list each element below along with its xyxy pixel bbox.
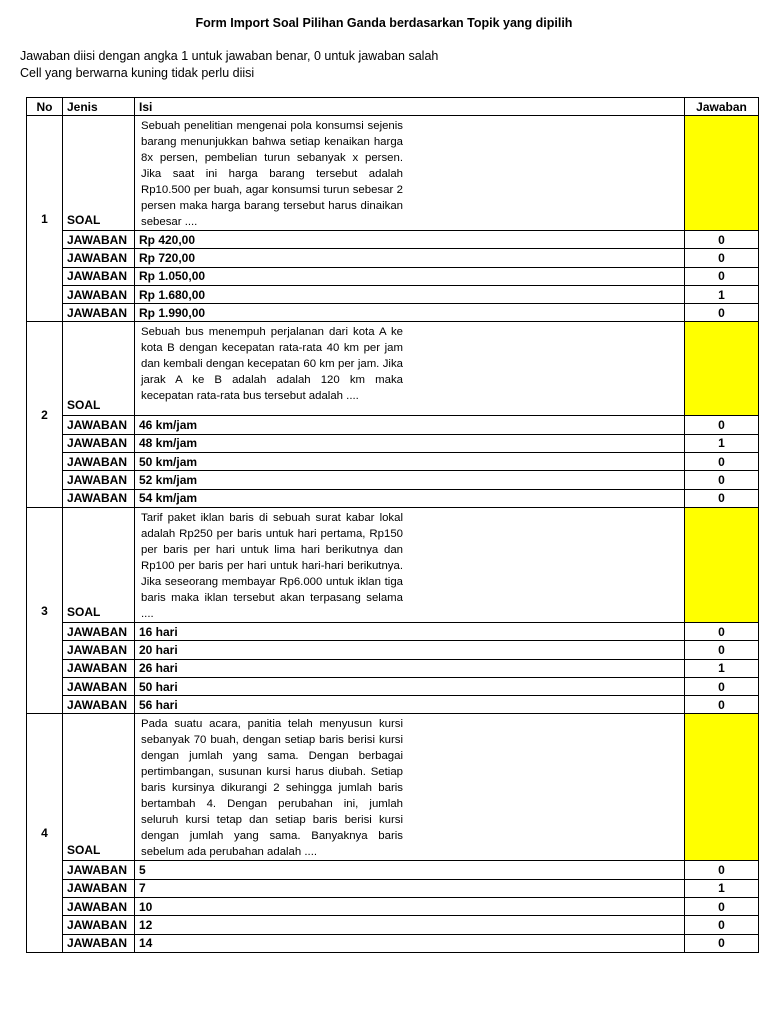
question-table	[26, 97, 759, 953]
answer-value[interactable]: 0	[685, 641, 759, 659]
jenis-jawaban-label: JAWABAN	[63, 489, 135, 507]
answer-option-text[interactable]: 52 km/jam	[135, 471, 685, 489]
jenis-jawaban-label: JAWABAN	[63, 898, 135, 916]
jenis-jawaban-label: JAWABAN	[63, 622, 135, 640]
question-text: Sebuah bus menempuh perjalanan dari kota A ke kota B dengan kecepatan rata-rata 40 km per jam dan kembali dengan kecepatan 60 km per jam. Jika jarak A ke B adalah adalah 120 km maka kecepatan rata-rata bus tersebut adalah ....	[141, 326, 403, 403]
answer-row	[27, 249, 759, 267]
answer-option-text[interactable]: 46 km/jam	[135, 416, 685, 434]
jenis-jawaban-label: JAWABAN	[63, 879, 135, 897]
jenis-jawaban-label: JAWABAN	[63, 659, 135, 677]
answer-option-text[interactable]: 26 hari	[135, 659, 685, 677]
answer-row	[27, 304, 759, 322]
answer-row	[27, 641, 759, 659]
answer-row	[27, 879, 759, 897]
table-header-row	[27, 98, 759, 116]
answer-row	[27, 489, 759, 507]
answer-row	[27, 916, 759, 934]
answer-option-text[interactable]: Rp 1.680,00	[135, 285, 685, 303]
answer-row	[27, 231, 759, 249]
answer-value[interactable]: 0	[685, 471, 759, 489]
jenis-jawaban-label: JAWABAN	[63, 641, 135, 659]
answer-value[interactable]: 1	[685, 434, 759, 452]
answer-row	[27, 861, 759, 879]
jenis-jawaban-label: JAWABAN	[63, 231, 135, 249]
answer-option-text[interactable]: 50 hari	[135, 677, 685, 695]
answer-value[interactable]: 0	[685, 416, 759, 434]
jenis-soal-label: SOAL	[63, 116, 135, 231]
answer-option-text[interactable]: 7	[135, 879, 685, 897]
answer-value[interactable]: 0	[685, 916, 759, 934]
answer-value[interactable]: 1	[685, 659, 759, 677]
jenis-jawaban-label: JAWABAN	[63, 934, 135, 952]
answer-value[interactable]: 0	[685, 453, 759, 471]
jenis-soal-label: SOAL	[63, 322, 135, 416]
jenis-jawaban-label: JAWABAN	[63, 453, 135, 471]
answer-value[interactable]: 0	[685, 677, 759, 695]
answer-option-text[interactable]: 5	[135, 861, 685, 879]
answer-value[interactable]: 0	[685, 898, 759, 916]
answer-row	[27, 471, 759, 489]
question-text-cell[interactable]	[135, 322, 685, 416]
question-row	[27, 116, 759, 231]
instruction-line-2: Cell yang berwarna kuning tidak perlu diisi	[20, 66, 255, 80]
question-row	[27, 322, 759, 416]
header-no: No	[27, 98, 63, 116]
jenis-jawaban-label: JAWABAN	[63, 304, 135, 322]
answer-value[interactable]: 1	[685, 285, 759, 303]
answer-value[interactable]: 0	[685, 861, 759, 879]
question-row	[27, 507, 759, 622]
answer-value[interactable]: 0	[685, 934, 759, 952]
question-text-cell[interactable]	[135, 507, 685, 622]
question-text-cell[interactable]	[135, 116, 685, 231]
jenis-jawaban-label: JAWABAN	[63, 434, 135, 452]
answer-row	[27, 285, 759, 303]
answer-value[interactable]: 0	[685, 267, 759, 285]
answer-option-text[interactable]: Rp 720,00	[135, 249, 685, 267]
answer-value[interactable]: 0	[685, 231, 759, 249]
jenis-jawaban-label: JAWABAN	[63, 696, 135, 714]
answer-row	[27, 677, 759, 695]
answer-row	[27, 622, 759, 640]
answer-row	[27, 898, 759, 916]
question-text: Pada suatu acara, panitia telah menyusun kursi sebanyak 70 buah, dengan setiap baris berisi kursi dengan jumlah yang sama. Dengan berbagai pertimbangan, susunan kursi harus diubah. Setiap baris kursinya dikurangi 2 sehingga jumlah baris bertambah 4. Dengan perubahan ini, jumlah seluruh kursi tetap dan setiap baris berisi kursi dengan jumlah yang sama. Banyaknya baris sebelum ada perubahan adalah ....	[141, 718, 403, 859]
answer-value[interactable]: 0	[685, 696, 759, 714]
answer-option-text[interactable]: 14	[135, 934, 685, 952]
jenis-jawaban-label: JAWABAN	[63, 677, 135, 695]
jenis-jawaban-label: JAWABAN	[63, 416, 135, 434]
question-text-cell[interactable]	[135, 714, 685, 861]
question-number: 2	[27, 322, 63, 507]
instruction-line-1: Jawaban diisi dengan angka 1 untuk jawaban benar, 0 untuk jawaban salah	[20, 49, 439, 63]
jenis-jawaban-label: JAWABAN	[63, 471, 135, 489]
question-number: 4	[27, 714, 63, 952]
answer-row	[27, 267, 759, 285]
answer-value[interactable]: 0	[685, 249, 759, 267]
question-number: 3	[27, 507, 63, 713]
answer-value[interactable]: 0	[685, 304, 759, 322]
answer-value[interactable]: 0	[685, 489, 759, 507]
answer-option-text[interactable]: 56 hari	[135, 696, 685, 714]
jenis-soal-label: SOAL	[63, 507, 135, 622]
answer-row	[27, 659, 759, 677]
header-jawaban: Jawaban	[685, 98, 759, 116]
answer-row	[27, 453, 759, 471]
question-number: 1	[27, 116, 63, 322]
answer-cell-disabled	[685, 507, 759, 622]
answer-option-text[interactable]: 48 km/jam	[135, 434, 685, 452]
question-text: Tarif paket iklan baris di sebuah surat kabar lokal adalah Rp250 per baris untuk hari pertama, Rp150 per baris per hari untuk lima hari berikutnya dan Rp100 per baris per hari untuk hari-hari berikutnya. Jika seseorang membayar Rp6.000 untuk iklan tiga baris maka iklan tersebut akan terpasang selama ....	[141, 511, 403, 620]
answer-option-text[interactable]: Rp 1.990,00	[135, 304, 685, 322]
answer-option-text[interactable]: 20 hari	[135, 641, 685, 659]
form-title: Form Import Soal Pilihan Ganda berdasarkan Topik yang dipilih	[195, 16, 573, 30]
answer-option-text[interactable]: 12	[135, 916, 685, 934]
answer-row	[27, 434, 759, 452]
answer-row	[27, 934, 759, 952]
answer-option-text[interactable]: Rp 1.050,00	[135, 267, 685, 285]
answer-option-text[interactable]: 50 km/jam	[135, 453, 685, 471]
answer-option-text[interactable]: 10	[135, 898, 685, 916]
answer-row	[27, 416, 759, 434]
answer-cell-disabled	[685, 116, 759, 231]
header-jenis: Jenis	[63, 98, 135, 116]
answer-value[interactable]: 1	[685, 879, 759, 897]
jenis-jawaban-label: JAWABAN	[63, 267, 135, 285]
jenis-jawaban-label: JAWABAN	[63, 285, 135, 303]
answer-row	[27, 696, 759, 714]
answer-option-text[interactable]: Rp 420,00	[135, 231, 685, 249]
question-row	[27, 714, 759, 861]
answer-cell-disabled	[685, 714, 759, 861]
jenis-jawaban-label: JAWABAN	[63, 861, 135, 879]
header-isi: Isi	[135, 98, 685, 116]
answer-option-text[interactable]: 16 hari	[135, 622, 685, 640]
question-text: Sebuah penelitian mengenai pola konsumsi sejenis barang menunjukkan bahwa setiap kenaikan harga 8x persen, pembelian turun sebanyak x persen. Jika saat ini harga barang tersebut adalah Rp10.500 per buah, agar konsumsi turun sebesar 2 persen maka harga barang tersebut harus dinaikan sebesar ....	[141, 120, 403, 228]
answer-value[interactable]: 0	[685, 622, 759, 640]
answer-option-text[interactable]: 54 km/jam	[135, 489, 685, 507]
answer-cell-disabled	[685, 322, 759, 416]
jenis-soal-label: SOAL	[63, 714, 135, 861]
jenis-jawaban-label: JAWABAN	[63, 249, 135, 267]
jenis-jawaban-label: JAWABAN	[63, 916, 135, 934]
